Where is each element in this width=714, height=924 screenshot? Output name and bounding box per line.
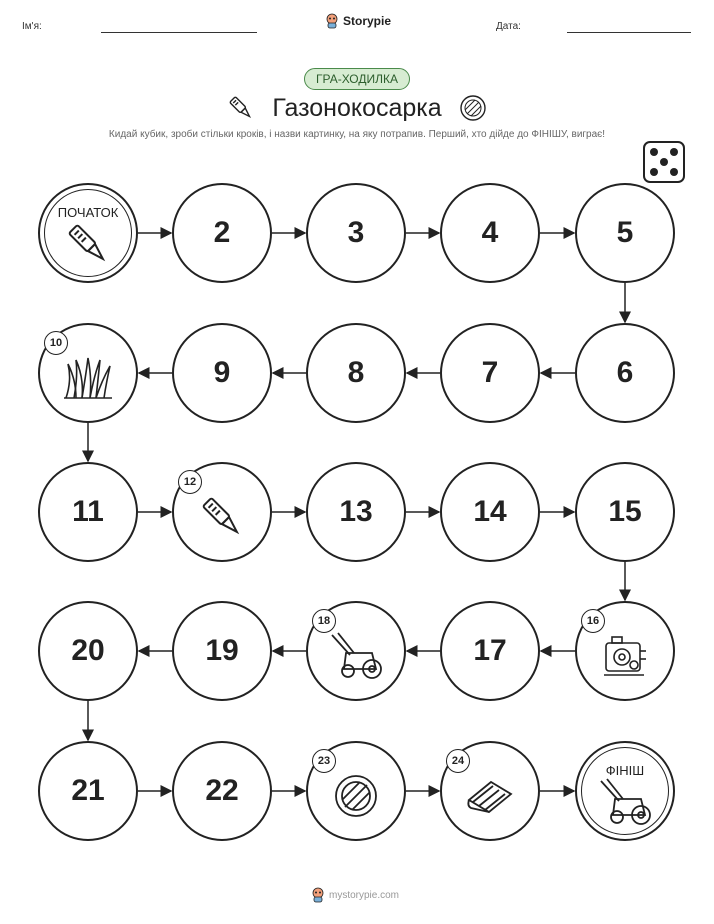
finish-cell [575,741,675,841]
footer-url: mystorypie.com [329,889,400,901]
name-label: Ім'я: [22,21,42,32]
utility-knife-icon [199,494,245,540]
board-cell-24 [440,741,540,841]
board-cell-15 [575,462,675,562]
page-title: Газонокосарка [272,94,442,122]
cell-number: 6 [616,356,634,389]
cell-number: 19 [205,634,239,667]
cell-number: 22 [205,774,239,807]
instructions-text: Кидай кубик, зроби стільки кроків, і назви картинку, на яку потрапив. Перший, хто дійде до ФІНІШУ, виграє! [108,129,606,140]
cell-number-badge: 10 [44,331,68,355]
grass-icon [62,356,114,400]
board-cell-19 [172,601,272,701]
board-cell-3 [306,183,406,283]
cell-number: 5 [616,216,634,249]
cloth-icon [465,776,515,816]
cell-number: 11 [72,495,104,528]
start-label: ПОЧАТОК [57,205,119,220]
board-cell-12 [172,462,272,562]
cell-number: 21 [71,774,105,807]
board-cell-16 [575,601,675,701]
engine-icon [600,631,650,681]
cell-number: 8 [347,356,365,389]
cell-number-badge: 18 [312,609,336,633]
cell-number: 7 [481,356,499,389]
cell-number: 4 [481,216,499,249]
board-cell-18 [306,601,406,701]
board-cell-7 [440,323,540,423]
game-type-badge: ГРА-ХОДИЛКА [304,68,410,90]
cell-number: 20 [71,634,105,667]
board-cell-2 [172,183,272,283]
board-cell-11 [38,462,138,562]
board-cell-17 [440,601,540,701]
lawn-mower-icon [597,777,653,827]
cell-number-badge: 16 [581,609,605,633]
board-cell-20 [38,601,138,701]
finish-label: ФІНІШ [605,763,645,778]
board-cell-9 [172,323,272,423]
start-cell [38,183,138,283]
board-cell-14 [440,462,540,562]
storypie-mascot-icon [311,887,325,903]
footer-brand [311,887,399,903]
board-cell-13 [306,462,406,562]
brand-name: Storypie [343,14,392,28]
cell-number: 2 [213,216,231,249]
cell-number: 9 [213,356,231,389]
cell-number: 13 [339,495,373,528]
board-cell-6 [575,323,675,423]
cell-number: 15 [608,495,642,528]
cell-number: 14 [473,495,507,528]
cell-number: 3 [347,216,365,249]
cell-number-badge: 23 [312,749,336,773]
date-label: Дата: [496,21,521,32]
cell-number: 17 [473,634,507,667]
board-cell-4 [440,183,540,283]
board-cell-23 [306,741,406,841]
board-cell-21 [38,741,138,841]
lawn-mower-icon [328,631,384,681]
cell-number-badge: 24 [446,749,470,773]
board-cell-5 [575,183,675,283]
utility-knife-icon [65,221,111,267]
board-cell-22 [172,741,272,841]
cell-number-badge: 12 [178,470,202,494]
board-cell-10 [38,323,138,423]
board-cell-8 [306,323,406,423]
wood-log-icon [333,773,379,819]
